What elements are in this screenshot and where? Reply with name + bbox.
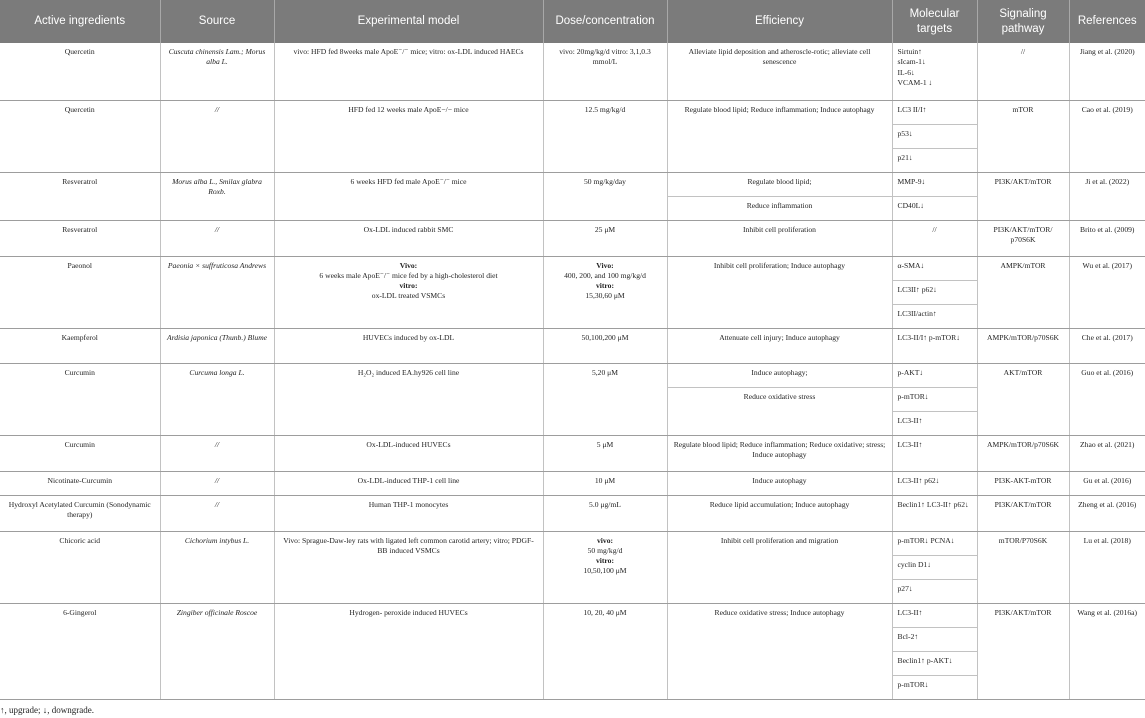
cell-model: Ox-LDL induced rabbit SMC: [274, 220, 543, 256]
cell-pathway: mTOR/P70S6K: [977, 531, 1069, 603]
cell-model: HUVECs induced by ox-LDL: [274, 328, 543, 363]
dose-vitro-label: vitro:: [596, 281, 614, 290]
cell-efficiency: Regulate blood lipid; Reduce inflammation; Induce autophagy: [667, 100, 892, 172]
cell-source: Curcuma longa L.: [160, 363, 274, 435]
cell-source: //: [160, 435, 274, 471]
header-row: [0, 0, 1145, 43]
cell-pathway: PI3K/AKT/mTOR/ p70S6K: [977, 220, 1069, 256]
model-vitro-label: vitro:: [399, 281, 418, 290]
cell-reference: Che et al. (2017): [1069, 328, 1145, 363]
efficiency-item: Regulate blood lipid;: [668, 173, 892, 197]
cell-model: [274, 256, 543, 328]
header-efficiency: Efficiency: [667, 0, 892, 43]
cell-pathway: AMPK/mTOR/p70S6K: [977, 435, 1069, 471]
cell-targets: [892, 43, 977, 100]
table-row: [0, 531, 1145, 603]
cell-dose: 50,100,200 μM: [543, 328, 667, 363]
cell-source: //: [160, 100, 274, 172]
cell-dose: 10 μM: [543, 471, 667, 495]
cell-targets: [892, 100, 977, 172]
target-item: p21↓: [897, 152, 913, 162]
header-dose: Dose/concentration: [543, 0, 667, 43]
header-references: References: [1069, 0, 1145, 43]
target-item: VCAM-1 ↓: [897, 77, 933, 87]
target-item: p-mTOR↓: [893, 388, 977, 412]
efficiency-item: Reduce oxidative stress: [743, 391, 816, 401]
target-item: LC3 II/I↑: [893, 101, 977, 125]
header-experimental-model: Experimental model: [274, 0, 543, 43]
cell-reference: Lu et al. (2018): [1069, 531, 1145, 603]
cell-ingredient: Kaempferol: [0, 328, 160, 363]
cell-model: HFD fed 12 weeks male ApoE−/− mice: [274, 100, 543, 172]
target-item: p-mTOR↓ PCNA↓: [893, 532, 977, 556]
cell-pathway: mTOR: [977, 100, 1069, 172]
cell-pathway: PI3K-AKT-mTOR: [977, 471, 1069, 495]
dose-vivo-label: Vivo:: [596, 260, 614, 270]
model-vitro-text: ox-LDL treated VSMCs: [371, 291, 446, 301]
cell-ingredient: Resveratrol: [0, 172, 160, 220]
target-item: LC3II/actin↑: [897, 308, 937, 318]
cell-efficiency: Reduce oxidative stress; Induce autophagy: [667, 603, 892, 699]
cell-ingredient: 6-Gingerol: [0, 603, 160, 699]
cell-efficiency: Inhibit cell proliferation: [667, 220, 892, 256]
efficiency-item: Reduce inflammation: [746, 200, 813, 210]
cell-model: Ox-LDL-induced HUVECs: [274, 435, 543, 471]
target-item: p-AKT↓: [893, 364, 977, 388]
table-row: [0, 328, 1145, 363]
table-row: [0, 172, 1145, 220]
target-item: p53↓: [893, 125, 977, 149]
cell-ingredient: Hydroxyl Acetylated Curcumin (Sonodynamic therapy): [0, 495, 160, 531]
cell-dose: 5.0 μg/mL: [543, 495, 667, 531]
table-row: [0, 471, 1145, 495]
cell-source: Cichorium intybus L.: [160, 531, 274, 603]
table-row: [0, 603, 1145, 699]
table-row: [0, 495, 1145, 531]
cell-ingredient: Chicoric acid: [0, 531, 160, 603]
cell-efficiency: Regulate blood lipid; Reduce inflammation; Reduce oxidative; stress; Induce autophagy: [667, 435, 892, 471]
cell-pathway: AMPK/mTOR/p70S6K: [977, 328, 1069, 363]
cell-source: Morus alba L., Smilax glabra Roxb.: [160, 172, 274, 220]
target-item: MMP-9↓: [893, 173, 977, 197]
cell-reference: Brito et al. (2009): [1069, 220, 1145, 256]
table-row: [0, 363, 1145, 435]
header-signaling-pathway: Signaling pathway: [977, 0, 1069, 43]
cell-source: //: [160, 495, 274, 531]
cell-reference: Ji et al. (2022): [1069, 172, 1145, 220]
cell-reference: Zheng et al. (2016): [1069, 495, 1145, 531]
target-item: sIcam-1↓: [897, 57, 926, 67]
cell-efficiency: [667, 363, 892, 435]
cell-ingredient: Paeonol: [0, 256, 160, 328]
cell-ingredient: Curcumin: [0, 363, 160, 435]
target-item: Bcl-2↑: [893, 628, 977, 652]
table-row: [0, 256, 1145, 328]
dose-vitro-label: vitro:: [596, 556, 614, 565]
cell-efficiency: Reduce lipid accumulation; Induce autophagy: [667, 495, 892, 531]
target-item: p27↓: [897, 583, 913, 593]
target-item: CD40L↓: [897, 200, 925, 210]
target-item: α-SMA↓: [893, 257, 977, 281]
efficiency-item: Induce autophagy;: [668, 364, 892, 388]
cell-ingredient: Resveratrol: [0, 220, 160, 256]
table-row: [0, 435, 1145, 471]
cell-model: Human THP-1 monocytes: [274, 495, 543, 531]
target-item: LC3II↑ p62↓: [893, 281, 977, 305]
cell-ingredient: Nicotinate-Curcumin: [0, 471, 160, 495]
cell-model: Vivo: Sprague-Daw-ley rats with ligated left common carotid artery; vitro; PDGF-BB induced VSMCs: [274, 531, 543, 603]
header-source: Source: [160, 0, 274, 43]
cell-dose: [543, 531, 667, 603]
dose-vivo-text: 400, 200, and 100 mg/kg/d: [564, 270, 646, 280]
model-text: H₂O₂ induced EA.hy926 cell line: [357, 367, 460, 377]
cell-model: Ox-LDL-induced THP-1 cell line: [274, 471, 543, 495]
cell-targets: [892, 363, 977, 435]
cell-model: vivo: HFD fed 8weeks male ApoE⁻/⁻ mice; vitro: ox-LDL induced HAECs: [274, 43, 543, 100]
cell-efficiency: Alleviate lipid deposition and atheroscle-rotic; alleviate cell senescence: [667, 43, 892, 100]
cell-targets: LC3-II/I↑ p-mTOR↓: [892, 328, 977, 363]
cell-targets: LC3-II↑: [892, 435, 977, 471]
cell-reference: Wang et al. (2016a): [1069, 603, 1145, 699]
cell-pathway: PI3K/AKT/mTOR: [977, 603, 1069, 699]
cell-dose: 5 μM: [543, 435, 667, 471]
target-item: cyclin D1↓: [893, 556, 977, 580]
model-vivo-text: 6 weeks male ApoE⁻/⁻ mice fed by a high-cholesterol diet: [319, 270, 498, 280]
cell-efficiency: [667, 172, 892, 220]
header-active-ingredients: Active ingredients: [0, 0, 160, 43]
target-item: LC3-II↑: [897, 415, 923, 425]
cell-efficiency: Inhibit cell proliferation; Induce autophagy: [667, 256, 892, 328]
cell-source: Zingiber officinale Roscoe: [160, 603, 274, 699]
dose-vivo-label: vivo:: [596, 535, 614, 545]
cell-dose: 25 μM: [543, 220, 667, 256]
cell-targets: //: [892, 220, 977, 256]
cell-dose: vivo: 20mg/kg/d vitro: 3,1,0.3 mmol/L: [543, 43, 667, 100]
cell-reference: Wu et al. (2017): [1069, 256, 1145, 328]
cell-dose: 5,20 μM: [543, 363, 667, 435]
cell-dose: [543, 256, 667, 328]
cell-model: Hydrogen- peroxide induced HUVECs: [274, 603, 543, 699]
target-item: Sirtuin↑: [897, 47, 922, 56]
cell-pathway: PI3K/AKT/mTOR: [977, 172, 1069, 220]
cell-pathway: AKT/mTOR: [977, 363, 1069, 435]
cell-targets: [892, 603, 977, 699]
target-item: Beclin1↑ p-AKT↓: [893, 652, 977, 676]
cell-targets: [892, 172, 977, 220]
table-row: [0, 220, 1145, 256]
table-row: [0, 43, 1145, 100]
dose-vitro-text: 10,50,100 μM: [583, 566, 627, 576]
cell-pathway: PI3K/AKT/mTOR: [977, 495, 1069, 531]
cell-source: //: [160, 471, 274, 495]
cell-dose: 12.5 mg/kg/d: [543, 100, 667, 172]
cell-source: Ardisia japonica (Thunb.) Blume: [160, 328, 274, 363]
cell-reference: Cao et al. (2019): [1069, 100, 1145, 172]
cell-pathway: AMPK/mTOR: [977, 256, 1069, 328]
cell-ingredient: Quercetin: [0, 100, 160, 172]
cell-reference: Gu et al. (2016): [1069, 471, 1145, 495]
cell-efficiency: Attenuate cell injury; Induce autophagy: [667, 328, 892, 363]
target-item: p-mTOR↓: [897, 679, 929, 689]
cell-targets: [892, 531, 977, 603]
cell-targets: [892, 256, 977, 328]
dose-vivo-text: 50 mg/kg/d: [587, 545, 623, 555]
cell-source: Paeonia × suffruticosa Andrews: [160, 256, 274, 328]
cell-ingredient: Quercetin: [0, 43, 160, 100]
target-item: LC3-II↑: [893, 604, 977, 628]
cell-targets: Beclin1↑ LC3-II↑ p62↓: [892, 495, 977, 531]
cell-model: [274, 363, 543, 435]
cell-dose: 10, 20, 40 μM: [543, 603, 667, 699]
header-molecular-targets: Molecular targets: [892, 0, 977, 43]
cell-ingredient: Curcumin: [0, 435, 160, 471]
cell-pathway: //: [977, 43, 1069, 100]
cell-source: //: [160, 220, 274, 256]
cell-reference: Guo et al. (2016): [1069, 363, 1145, 435]
cell-efficiency: Inhibit cell proliferation and migration: [667, 531, 892, 603]
cell-source: Cuscuta chinensis Lam.; Morus alba L.: [160, 43, 274, 100]
dose-vitro-text: 15,30,60 μM: [585, 291, 625, 301]
table-footnote: ↑, upgrade; ↓, downgrade.: [0, 705, 94, 715]
target-item: IL-6↓: [897, 67, 915, 77]
cell-targets: LC3-II↑ p62↓: [892, 471, 977, 495]
table-row: [0, 100, 1145, 172]
cell-model: 6 weeks HFD fed male ApoE⁻/⁻ mice: [274, 172, 543, 220]
cell-efficiency: Induce autophagy: [667, 471, 892, 495]
cell-dose: 50 mg/kg/day: [543, 172, 667, 220]
cell-reference: Zhao et al. (2021): [1069, 435, 1145, 471]
cell-reference: Jiang et al. (2020): [1069, 43, 1145, 100]
model-vivo-label: Vivo:: [399, 260, 418, 270]
